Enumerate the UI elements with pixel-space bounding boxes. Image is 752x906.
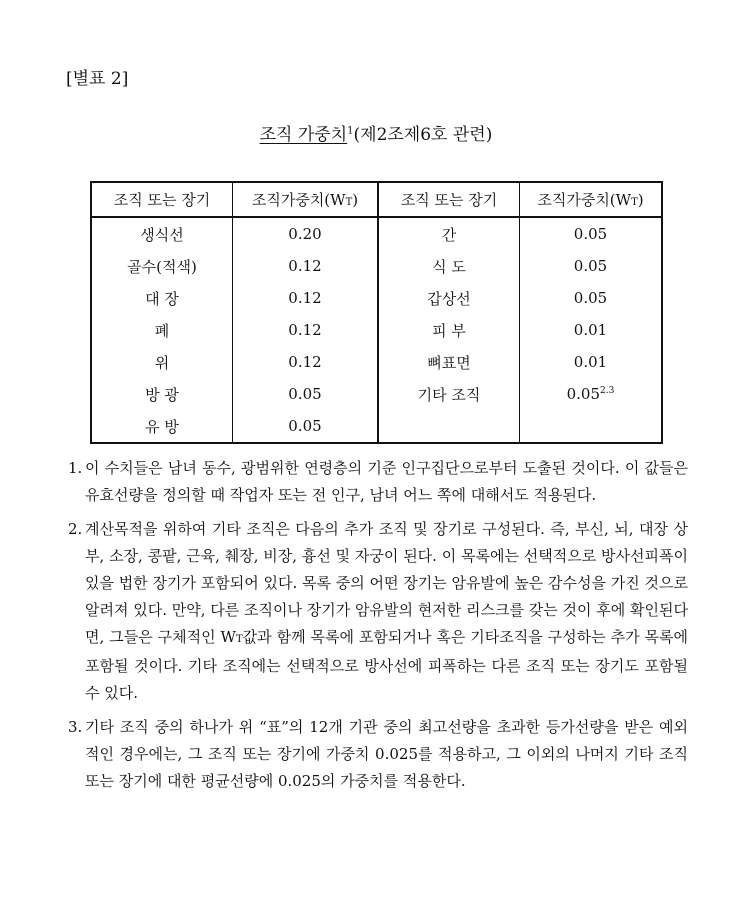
weight-cell: $0.05^{2.3}$ (566, 385, 615, 403)
header-weight-left: 조직가중치(WT) (233, 182, 379, 217)
weight-cell (520, 410, 663, 443)
title-suffix: (제2조제6호 관련) (353, 125, 493, 145)
table-header-row (91, 182, 662, 217)
footnote-number: 3. (68, 718, 83, 736)
table-row (91, 217, 662, 250)
weight-cell: 0.20 (233, 217, 379, 250)
weight-cell: 0.01 (573, 353, 608, 371)
organ-cell: 생식선 (91, 217, 233, 250)
header-organ-left: 조직 또는 장기 (91, 182, 233, 217)
weight-cell: 0.01 (573, 321, 608, 339)
footnote-1 (68, 455, 688, 509)
weight-cell: 0.05 (573, 225, 608, 243)
table-row (91, 314, 662, 346)
footnote-number: 1. (68, 459, 83, 477)
footnotes (68, 455, 688, 802)
header-organ-right: 조직 또는 장기 (378, 182, 520, 217)
weight-cell: 0.05 (573, 257, 608, 275)
organ-cell: 갑상선 (378, 282, 520, 314)
title-footnote-ref: 1 (347, 125, 354, 137)
organ-cell: 방 광 (91, 378, 233, 410)
organ-cell: 뼈표면 (378, 346, 520, 378)
footnote-2 (68, 516, 688, 707)
weight-cell: 0.12 (233, 282, 379, 314)
table-row (91, 250, 662, 282)
weight-cell: 0.12 (233, 314, 379, 346)
weight-cell: 0.12 (233, 250, 379, 282)
annex-label: [별표 2] (66, 69, 129, 89)
organ-cell: 유 방 (91, 410, 233, 443)
weight-cell: 0.05 (233, 378, 379, 410)
weight-cell: 0.12 (233, 346, 379, 378)
organ-cell: 대 장 (91, 282, 233, 314)
footnote-number: 2. (68, 520, 83, 538)
weight-cell: 0.05 (233, 410, 379, 443)
footnote-text: 이 수치들은 남녀 동수, 광범위한 연령층의 기준 인구집단으로부터 도출된 것이다. 이 값들은 유효선량을 정의할 때 작업자 또는 전 인구, 남녀 어느 쪽에 대해서도 적용된다. (85, 459, 688, 504)
tissue-weight-table (90, 181, 663, 444)
organ-cell (378, 410, 520, 443)
document-title (0, 120, 752, 145)
table-row (91, 410, 662, 443)
table-row (91, 282, 662, 314)
title-main: 조직 가중치 (259, 125, 348, 145)
table-row (91, 346, 662, 378)
footnote-3 (68, 714, 688, 795)
organ-cell: 기타 조직 (378, 378, 520, 410)
organ-cell: 폐 (91, 314, 233, 346)
footnote-text: 기타 조직 중의 하나가 위 “표”의 12개 기관 중의 최고선량을 초과한 등가선량을 받은 예외적인 경우에는, 그 조직 또는 장기에 가중치 0.025를 적용하고, 그 이외의 나머지 기타 조직 또는 장기에 대한 평균선량에 0.025의 가중치를 적용한다. (85, 718, 688, 790)
table-row (91, 378, 662, 410)
weight-cell: 0.05 (573, 289, 608, 307)
organ-cell: 위 (91, 346, 233, 378)
organ-cell: 피 부 (378, 314, 520, 346)
organ-cell: 간 (378, 217, 520, 250)
organ-cell: 골수(적색) (91, 250, 233, 282)
footnote-text: 계산목적을 위하여 기타 조직은 다음의 추가 조직 및 장기로 구성된다. 즉, 부신, 뇌, 대장 상부, 소장, 콩팥, 근육, 췌장, 비장, 흉선 및 자궁이 된다. 이 목록에는 선택적으로 방사선피폭이 있을 법한 장기가 포함되어 있다. 목록 중의 어떤 장기는 암유발에 높은 감수성을 가진 것으로 알려져 있다. 만약, 다른 조직이나 장기가 암유발의 현저한 리스크를 갖는 것이 후에 확인된다면, 그들은 구체적인 WT값과 함께 목록에 포함되거나 혹은 기타조직을 구성하는 추가 목록에 포함될 것이다. 기타 조직에는 선택적으로 방사선에 피폭하는 다른 조직 또는 장기도 포함될 수 있다. (85, 520, 688, 702)
organ-cell: 식 도 (378, 250, 520, 282)
header-weight-right: 조직가중치(WT) (520, 182, 663, 217)
